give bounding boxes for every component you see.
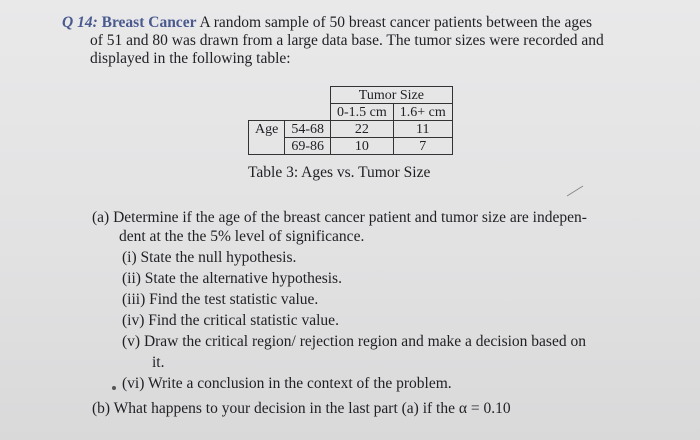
subitem-i: (i) State the null hypothesis.	[122, 249, 297, 266]
cell-69-86-small: 10	[331, 138, 394, 155]
part-a-line-2: dent at the the 5% level of significance.	[119, 228, 365, 245]
row-label-69-86: 69-86	[285, 138, 331, 155]
subitem-v: (v) Draw the critical region/ rejection region and make a decision based on	[122, 333, 586, 350]
col-header-large: 1.6+ cm	[393, 104, 452, 121]
tumor-size-header: Tumor Size	[331, 87, 453, 104]
bullet-mark	[112, 386, 116, 390]
part-a-subitems	[92, 248, 652, 395]
question-title: Breast Cancer	[101, 14, 197, 31]
subitem-v-cont: it.	[152, 354, 165, 371]
age-tumor-table	[248, 86, 453, 155]
question-text-1: A random sample of 50 breast cancer patients between the ages	[199, 14, 593, 31]
subitem-ii: (ii) State the alternative hypothesis.	[122, 270, 342, 287]
subitem-iii: (iii) Find the test statistic value.	[122, 291, 319, 308]
part-b: (b) What happens to your decision in the last part (a) if the α = 0.10	[92, 400, 511, 417]
cell-54-68-small: 22	[331, 121, 394, 138]
question-number: Q 14:	[62, 14, 98, 31]
question-header	[62, 14, 662, 68]
question-text-2: of 51 and 80 was drawn from a large data base. The tumor sizes were recorded and	[90, 32, 604, 49]
col-header-small: 0-1.5 cm	[331, 104, 394, 121]
table-caption: Table 3: Ages vs. Tumor Size	[248, 164, 431, 181]
question-parts	[92, 208, 652, 418]
age-header: Age	[249, 121, 285, 138]
part-a	[92, 208, 652, 246]
subitem-vi: (vi) Write a conclusion in the context of the problem.	[122, 375, 452, 392]
cell-69-86-large: 7	[393, 138, 452, 155]
pencil-mark-icon	[566, 184, 584, 198]
question-text-3: displayed in the following table:	[90, 50, 291, 67]
question-line-1	[62, 14, 662, 32]
subitem-iv: (iv) Find the critical statistic value.	[122, 312, 339, 329]
cell-54-68-large: 11	[393, 121, 452, 138]
part-a-line-1: (a) Determine if the age of the breast cancer patient and tumor size are indepen-	[92, 209, 587, 226]
row-label-54-68: 54-68	[285, 121, 331, 138]
